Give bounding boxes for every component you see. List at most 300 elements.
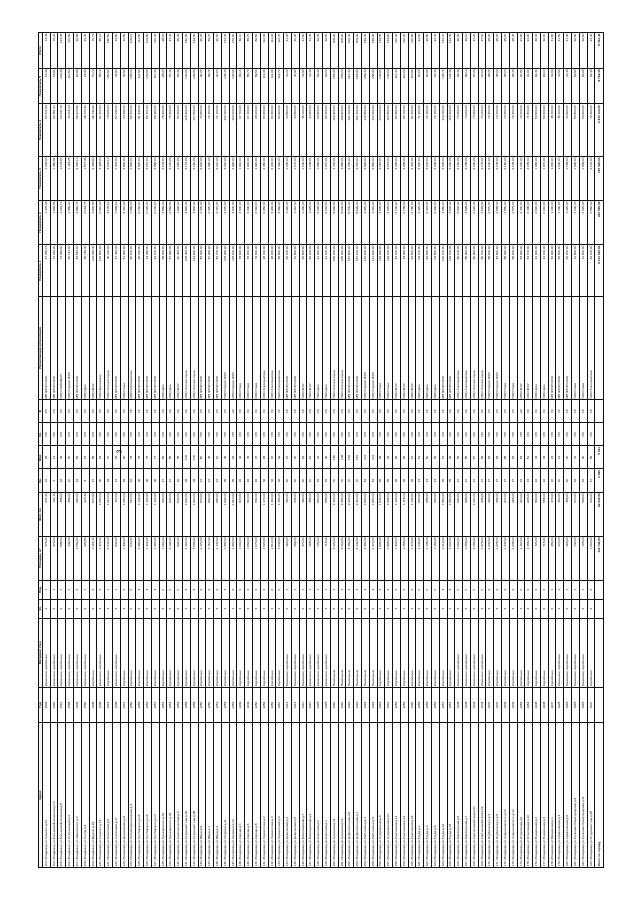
table-cell: 48 bbox=[182, 469, 190, 492]
table-cell: УК bbox=[307, 400, 315, 423]
table-cell: 116 г.Владимир ул.Ст.Кузнецкая д.3 bbox=[66, 723, 74, 868]
table-cell: 75 300,00 bbox=[167, 104, 175, 156]
table-cell: 112,70 bbox=[276, 68, 284, 104]
table-row bbox=[81, 33, 89, 868]
table-cell: УК bbox=[105, 400, 113, 423]
table-cell: 94 100,00 bbox=[393, 245, 401, 297]
table-cell: МП ЖРЭП 2000 bbox=[346, 297, 354, 400]
table-cell: Кирпичные bbox=[587, 618, 595, 687]
table-row bbox=[470, 33, 478, 868]
table-cell: 1925 bbox=[579, 687, 587, 723]
table-cell: 4 bbox=[447, 599, 455, 618]
table-cell: 85 200,00 bbox=[509, 245, 517, 297]
table-cell: 1 200,00 bbox=[548, 156, 556, 200]
table-cell: 995,00 bbox=[478, 492, 486, 536]
table-cell: ООО Уютный город bbox=[330, 297, 338, 400]
table-cell: 2 740,00 bbox=[151, 200, 159, 244]
table-cell: 1 bbox=[548, 580, 556, 599]
table-cell: 1 255,00 bbox=[463, 536, 471, 580]
total-cell bbox=[595, 580, 604, 599]
table-cell: 133,80 bbox=[377, 68, 385, 104]
table-cell: УК bbox=[268, 400, 276, 423]
table-cell: 2 135,00 bbox=[494, 156, 502, 200]
table-cell: 146 г.Владимир ул.Васильевская д.7 bbox=[299, 723, 307, 868]
table-cell: РО bbox=[112, 423, 120, 446]
table-cell: 2 595,00 bbox=[463, 200, 471, 244]
table-row bbox=[354, 33, 362, 868]
table-cell: УК bbox=[416, 400, 424, 423]
table-cell: 1888 bbox=[66, 687, 74, 723]
table-cell: ООО ЖЭУ bbox=[393, 297, 401, 400]
table-cell: 1956 bbox=[431, 687, 439, 723]
table-cell: ООО Уютный город bbox=[478, 297, 486, 400]
table-cell: 45 bbox=[377, 469, 385, 492]
table-cell: 95,20 bbox=[486, 33, 494, 69]
table-cell: 75 900,00 bbox=[159, 104, 167, 156]
table-cell: 22 bbox=[548, 446, 556, 469]
table-cell: 1955 bbox=[136, 687, 144, 723]
table-cell: 4 bbox=[385, 599, 393, 618]
table-cell: 1 135,00 bbox=[424, 536, 432, 580]
table-cell: 32 bbox=[408, 469, 416, 492]
table-cell: 1 bbox=[291, 580, 299, 599]
table-cell: 49 bbox=[206, 446, 214, 469]
table-cell: 4 bbox=[229, 599, 237, 618]
table-cell: 66,00 bbox=[323, 33, 331, 69]
table-cell: 347,90 bbox=[42, 492, 50, 536]
table-cell: 110,20 bbox=[400, 68, 408, 104]
table-cell: 5 bbox=[338, 599, 346, 618]
table-cell: РО bbox=[97, 423, 105, 446]
table-cell: 3 bbox=[105, 599, 113, 618]
table-cell: 95 bbox=[377, 446, 385, 469]
table-cell: Кирпичные bbox=[206, 618, 214, 687]
table-cell: 960,00 bbox=[486, 492, 494, 536]
table-cell: 85 900,00 bbox=[463, 245, 471, 297]
table-cell: 1 540,00 bbox=[377, 492, 385, 536]
table-cell: Кирпичные bbox=[229, 618, 237, 687]
table-cell: 2 380,00 bbox=[338, 492, 346, 536]
table-cell: 98,20 bbox=[159, 68, 167, 104]
table-cell: 10 bbox=[564, 469, 572, 492]
table-cell: 5 bbox=[330, 599, 338, 618]
table-cell: 161 г.Владимир ул.Труда д.1 bbox=[416, 723, 424, 868]
table-cell: 41,50 bbox=[299, 68, 307, 104]
table-cell: 85,12 bbox=[97, 33, 105, 69]
table-cell: 83 520,00 bbox=[74, 245, 82, 297]
table-cell: 167 г.Владимир ул.Офицерская д.7 bbox=[463, 723, 471, 868]
total-cell bbox=[595, 599, 604, 618]
table-cell: 86 100,00 bbox=[455, 245, 463, 297]
table-cell: 82 700,00 bbox=[214, 245, 222, 297]
table-cell: 60,86 bbox=[74, 33, 82, 69]
table-cell: 67 420,00 bbox=[112, 245, 120, 297]
table-cell: 60 100,00 bbox=[128, 245, 136, 297]
table-cell: 3 010,00 bbox=[221, 156, 229, 200]
table-cell: РО bbox=[533, 423, 541, 446]
table-row bbox=[50, 33, 58, 868]
table-row bbox=[299, 33, 307, 868]
page-number: 3 bbox=[116, 449, 124, 454]
table-cell: 1 920,00 bbox=[253, 156, 261, 200]
table-cell: 5 640,00 bbox=[338, 200, 346, 244]
table-cell: 2 830,00 bbox=[120, 156, 128, 200]
table-cell: 3 600,00 bbox=[229, 200, 237, 244]
table-cell: 2 bbox=[206, 580, 214, 599]
table-cell: 570,00 bbox=[572, 492, 580, 536]
table-cell: 52 500,00 bbox=[299, 245, 307, 297]
table-cell: 1 610,00 bbox=[105, 492, 113, 536]
table-cell: 52 200,00 bbox=[307, 245, 315, 297]
table-cell: 1 680,00 bbox=[533, 156, 541, 200]
table-cell: 15 bbox=[579, 469, 587, 492]
table-cell: 59 970,50 bbox=[74, 104, 82, 156]
table-cell: 30 bbox=[97, 469, 105, 492]
table-cell: 93 900,00 bbox=[400, 245, 408, 297]
table-cell: ООО Нова bbox=[502, 297, 510, 400]
table-cell: 1938 bbox=[463, 687, 471, 723]
table-cell: 121 г.Владимир ул.Никитская д.5 bbox=[105, 723, 113, 868]
table-cell: 1 155,00 bbox=[525, 536, 533, 580]
table-cell: 2 910,00 bbox=[97, 200, 105, 244]
table-cell: 41,30 bbox=[564, 33, 572, 69]
table-cell: 470,00 bbox=[556, 536, 564, 580]
table-cell: 2 244,00 bbox=[105, 536, 113, 580]
table-cell: 109,80 bbox=[144, 68, 152, 104]
table-cell: 1 470,00 bbox=[408, 536, 416, 580]
table-cell: 21 bbox=[556, 446, 564, 469]
table-cell: УК bbox=[548, 400, 556, 423]
table-cell: 2 644,10 bbox=[105, 156, 113, 200]
table-cell: 2 010,00 bbox=[540, 200, 548, 244]
table-cell: ООО Альтернатива bbox=[260, 297, 268, 400]
table-cell: 71 800,00 bbox=[525, 104, 533, 156]
table-cell: 66,80 bbox=[572, 33, 580, 69]
table-cell: 51 800,00 bbox=[291, 245, 299, 297]
table-cell: 124 г.Владимир ул.Летнеперевозинская д.3 bbox=[128, 723, 136, 868]
table-cell: 4 bbox=[182, 599, 190, 618]
table-cell: 1 420,00 bbox=[284, 200, 292, 244]
table-cell: Каменные, кирпичные bbox=[97, 618, 105, 687]
table-cell: 135 г.Владимир ул.Мира д.9 bbox=[214, 723, 222, 868]
table-cell: 2 020,00 bbox=[315, 200, 323, 244]
total-cell bbox=[595, 400, 604, 423]
table-cell: 3 bbox=[151, 580, 159, 599]
table-cell: РО bbox=[206, 423, 214, 446]
table-cell: УК bbox=[237, 400, 245, 423]
table-cell: МП ЖРЭП 2000 bbox=[556, 297, 564, 400]
table-cell: 1 980,00 bbox=[128, 200, 136, 244]
table-cell: 1 bbox=[299, 580, 307, 599]
table-cell: РО bbox=[276, 423, 284, 446]
table-cell: МП ЖРЭП 2000 bbox=[144, 297, 152, 400]
table-cell: 126 г.Владимир ул.Ал.Невского д.12 bbox=[144, 723, 152, 868]
table-cell: 133,40 bbox=[221, 33, 229, 69]
table-cell: 3 100,00 bbox=[338, 536, 346, 580]
table-cell: 1 440,00 bbox=[548, 200, 556, 244]
table-cell: 565,00 bbox=[579, 492, 587, 536]
table-cell: Каменные, кирпичные bbox=[323, 618, 331, 687]
table-row bbox=[307, 33, 315, 868]
table-cell: 41,30 bbox=[307, 68, 315, 104]
table-cell: 68 000,00 bbox=[253, 104, 261, 156]
table-cell: 52 bbox=[517, 446, 525, 469]
table-cell: 74 200,00 bbox=[455, 104, 463, 156]
table-cell: 3 030,00 bbox=[447, 156, 455, 200]
table-cell: 2 bbox=[167, 580, 175, 599]
table-cell: 79 620,00 bbox=[105, 104, 113, 156]
table-cell: ООО ЖЭУ bbox=[299, 297, 307, 400]
table-cell: 60 451,41 bbox=[50, 104, 58, 156]
table-cell: 1 640,00 bbox=[128, 156, 136, 200]
table-cell: 96 bbox=[221, 446, 229, 469]
table-cell: 97 bbox=[439, 446, 447, 469]
table-cell: 3 625,00 bbox=[385, 200, 393, 244]
table-cell: 165 г.Владимир ул.Труда д.18 bbox=[447, 723, 455, 868]
table-cell: 1 990,00 bbox=[175, 200, 183, 244]
table-cell: 106 500,00 bbox=[97, 245, 105, 297]
table-cell: 118 г.Владимир ул.Гоголя д.6 bbox=[81, 723, 89, 868]
table-cell: 1957 bbox=[276, 687, 284, 723]
table-cell: 3 800,00 bbox=[190, 200, 198, 244]
table-cell: 85,70 bbox=[245, 68, 253, 104]
table-cell: РО bbox=[361, 423, 369, 446]
table-cell: РО bbox=[214, 423, 222, 446]
table-cell: 86,10 bbox=[237, 33, 245, 69]
table-cell: 119 г.Владимир ул.Фрунзе д.15 bbox=[89, 723, 97, 868]
table-cell: 2 bbox=[214, 580, 222, 599]
table-cell: Кирпичные bbox=[245, 618, 253, 687]
table-cell: 71 400,00 bbox=[416, 104, 424, 156]
table-cell: РО bbox=[120, 423, 128, 446]
table-cell: 84 900,00 bbox=[276, 104, 284, 156]
table-cell: 555,00 bbox=[540, 492, 548, 536]
table-cell: 1 170,00 bbox=[291, 156, 299, 200]
table-cell: 90,20 bbox=[198, 68, 206, 104]
table-cell: УК bbox=[587, 400, 595, 423]
table-cell: УК bbox=[346, 400, 354, 423]
table-cell: 97,20 bbox=[470, 68, 478, 104]
table-cell: 34 bbox=[533, 446, 541, 469]
column-header: Под. bbox=[39, 580, 43, 599]
table-cell: 66,00 bbox=[540, 68, 548, 104]
table-cell: МП ЖРЭП 2000 bbox=[112, 297, 120, 400]
table-cell: 2 390,00 bbox=[206, 200, 214, 244]
table-cell: 98 000,00 bbox=[268, 245, 276, 297]
table-cell: 132,60 bbox=[229, 68, 237, 104]
table-cell: 14 bbox=[50, 446, 58, 469]
table-cell: 73 300,00 bbox=[486, 104, 494, 156]
table-cell: 186 200,00 bbox=[330, 245, 338, 297]
table-cell: 95,00 bbox=[494, 68, 502, 104]
table-row bbox=[190, 33, 198, 868]
table-row bbox=[564, 33, 572, 868]
table-row bbox=[478, 33, 486, 868]
table-cell: 2 bbox=[245, 580, 253, 599]
table-cell: 2 bbox=[455, 580, 463, 599]
table-cell: 84 600,00 bbox=[260, 104, 268, 156]
table-cell: РО bbox=[525, 423, 533, 446]
table-cell: 1960 bbox=[330, 687, 338, 723]
table-cell: 22 bbox=[245, 469, 253, 492]
table-cell: РО bbox=[393, 423, 401, 446]
table-cell: 3 bbox=[120, 599, 128, 618]
table-cell: 2 428,00 bbox=[97, 156, 105, 200]
table-cell: ООО Сервис ЖКХ bbox=[221, 297, 229, 400]
table-cell: 1 650,00 bbox=[175, 156, 183, 200]
table-cell: 1 910,00 bbox=[237, 156, 245, 200]
table-cell: 1 877,35 bbox=[81, 156, 89, 200]
table-cell: ООО Сервис ЖКХ bbox=[361, 297, 369, 400]
table-cell: 3 140,00 bbox=[354, 536, 362, 580]
table-cell: 41,30 bbox=[307, 33, 315, 69]
table-cell: 138 г.Владимир ул.Кирова д.4 bbox=[237, 723, 245, 868]
table-cell: 50 bbox=[198, 446, 206, 469]
table-cell: 690,00 bbox=[175, 536, 183, 580]
table-cell: Кирпичные bbox=[214, 618, 222, 687]
table-cell: УК bbox=[315, 400, 323, 423]
table-cell: 1 250,00 bbox=[74, 536, 82, 580]
table-cell: 134,30 bbox=[447, 68, 455, 104]
table-cell: Каменные, кирпичные bbox=[470, 618, 478, 687]
table-cell: УК bbox=[74, 400, 82, 423]
total-cell: 224 560,00 bbox=[595, 200, 604, 244]
total-cell: 8 762,40 bbox=[595, 33, 604, 69]
table-cell: 1 260,00 bbox=[455, 536, 463, 580]
table-cell: 102 000,00 bbox=[229, 104, 237, 156]
table-cell: 112 290,30 bbox=[89, 245, 97, 297]
table-cell: 3 bbox=[494, 599, 502, 618]
table-cell: 1896 bbox=[42, 687, 50, 723]
table-cell: 55 bbox=[502, 446, 510, 469]
table-cell: ООО Сервис ЖКХ bbox=[486, 297, 494, 400]
table-cell: 1 240,00 bbox=[502, 536, 510, 580]
table-cell: Панельные bbox=[338, 618, 346, 687]
table-cell: 5 bbox=[361, 599, 369, 618]
table-cell: 370,00 bbox=[548, 492, 556, 536]
table-cell: 1 190,00 bbox=[167, 536, 175, 580]
table-cell: 142 г.Владимир ул.Лермонтова д.4 bbox=[268, 723, 276, 868]
table-cell: 1949 bbox=[237, 687, 245, 723]
table-cell: РО bbox=[66, 423, 74, 446]
table-cell: 3 bbox=[151, 599, 159, 618]
table-cell: 15,91 bbox=[50, 33, 58, 69]
table-cell: 53 bbox=[494, 446, 502, 469]
table-cell: 67 700,00 bbox=[237, 104, 245, 156]
column-header: Эт. bbox=[39, 599, 43, 618]
table-cell: 140 г.Владимир ул.Кирова д.8 bbox=[253, 723, 261, 868]
table-cell: 2 430,10 bbox=[74, 156, 82, 200]
table-cell: 191,10 bbox=[50, 492, 58, 536]
table-cell: 880,00 bbox=[214, 492, 222, 536]
table-cell: Кирпичные bbox=[533, 618, 541, 687]
table-cell: 3 120,00 bbox=[330, 536, 338, 580]
table-cell: 2 430,00 bbox=[431, 200, 439, 244]
table-cell: 179 г.Владимир ул.Кремлевская д.3 bbox=[556, 723, 564, 868]
table-cell: 94 bbox=[229, 446, 237, 469]
table-cell: РО bbox=[299, 423, 307, 446]
table-cell: 2 bbox=[81, 599, 89, 618]
table-cell: 160 г.Владимир ул.Тракторная д.18 bbox=[408, 723, 416, 868]
table-cell: Кирпичные bbox=[105, 618, 113, 687]
table-cell: ООО ЖЭУ bbox=[175, 297, 183, 400]
table-cell: 3 650,00 bbox=[439, 200, 447, 244]
table-cell: Каменные, кирпичные bbox=[307, 618, 315, 687]
table-cell: 21 bbox=[307, 446, 315, 469]
table-cell: 2 bbox=[97, 580, 105, 599]
table-cell: РО bbox=[494, 423, 502, 446]
table-cell: 1 670,00 bbox=[540, 156, 548, 200]
table-cell: 2 300,00 bbox=[237, 200, 245, 244]
table-cell: УК bbox=[175, 400, 183, 423]
table-cell: 1928 bbox=[556, 687, 564, 723]
table-cell: 33 bbox=[105, 469, 113, 492]
table-cell: Кирпичные bbox=[237, 618, 245, 687]
table-cell: 985,00 bbox=[463, 492, 471, 536]
table-cell: 41,50 bbox=[299, 33, 307, 69]
rotated-table-sheet bbox=[38, 32, 604, 868]
table-cell: 2 bbox=[74, 580, 82, 599]
table-cell: 2 570,00 bbox=[486, 200, 494, 244]
table-cell: Кирпичные bbox=[268, 618, 276, 687]
table-cell: 2 015,00 bbox=[424, 156, 432, 200]
table-cell: МП ЖРЭП 2000 bbox=[136, 297, 144, 400]
table-cell: 115 г.Владимир ул.Большая Московская д.8 bbox=[58, 723, 66, 868]
table-cell: ООО Нова bbox=[509, 297, 517, 400]
table-cell: 1958 bbox=[190, 687, 198, 723]
table-cell: 53 500,00 bbox=[533, 104, 541, 156]
table-cell: 3 bbox=[587, 599, 595, 618]
table-cell: 42,80 bbox=[112, 68, 120, 104]
table-cell: 1 190,00 bbox=[299, 156, 307, 200]
table-cell: 2 bbox=[307, 599, 315, 618]
table-cell: 98 800,00 bbox=[276, 245, 284, 297]
table-cell: УК bbox=[408, 400, 416, 423]
table-cell: 70 800,00 bbox=[198, 104, 206, 156]
table-cell: 187 100,00 bbox=[354, 245, 362, 297]
table-cell: 43 215,14 bbox=[66, 104, 74, 156]
table-cell: 2 bbox=[509, 580, 517, 599]
table-row bbox=[58, 33, 66, 868]
table-cell: 95,40 bbox=[509, 68, 517, 104]
table-cell: 66,00 bbox=[323, 68, 331, 104]
table-cell: 30 bbox=[579, 446, 587, 469]
table-cell: Кирпичные bbox=[548, 618, 556, 687]
table-cell: 13,36 bbox=[42, 33, 50, 69]
table-row bbox=[237, 33, 245, 868]
table-cell: 103 700,00 bbox=[439, 104, 447, 156]
table-cell: 3 bbox=[478, 599, 486, 618]
table-cell: 1 bbox=[58, 580, 66, 599]
table-cell: 2 bbox=[128, 599, 136, 618]
table-cell: 80 900,00 bbox=[393, 104, 401, 156]
table-cell: 2 940,00 bbox=[268, 200, 276, 244]
table-cell: 3 bbox=[190, 580, 198, 599]
table-cell: 1 830,00 bbox=[361, 492, 369, 536]
table-cell: 95 320,00 bbox=[136, 245, 144, 297]
table-cell: УК bbox=[525, 400, 533, 423]
table-cell: 153 г.Владимир ул.Добросельская д.7 bbox=[354, 723, 362, 868]
table-cell: ООО Жилсервис bbox=[97, 297, 105, 400]
table-cell: 122 200,00 bbox=[369, 104, 377, 156]
table-cell: 41,30 bbox=[564, 68, 572, 104]
table-cell: 109,80 bbox=[144, 33, 152, 69]
table-cell: 3 bbox=[486, 599, 494, 618]
table-cell: 173 г.Владимир ул.Чернышевского д.12 bbox=[509, 723, 517, 868]
table-cell: РО bbox=[455, 423, 463, 446]
table-cell: УК bbox=[128, 400, 136, 423]
table-cell: 151 г.Владимир ул.Сурикова д.14 bbox=[338, 723, 346, 868]
